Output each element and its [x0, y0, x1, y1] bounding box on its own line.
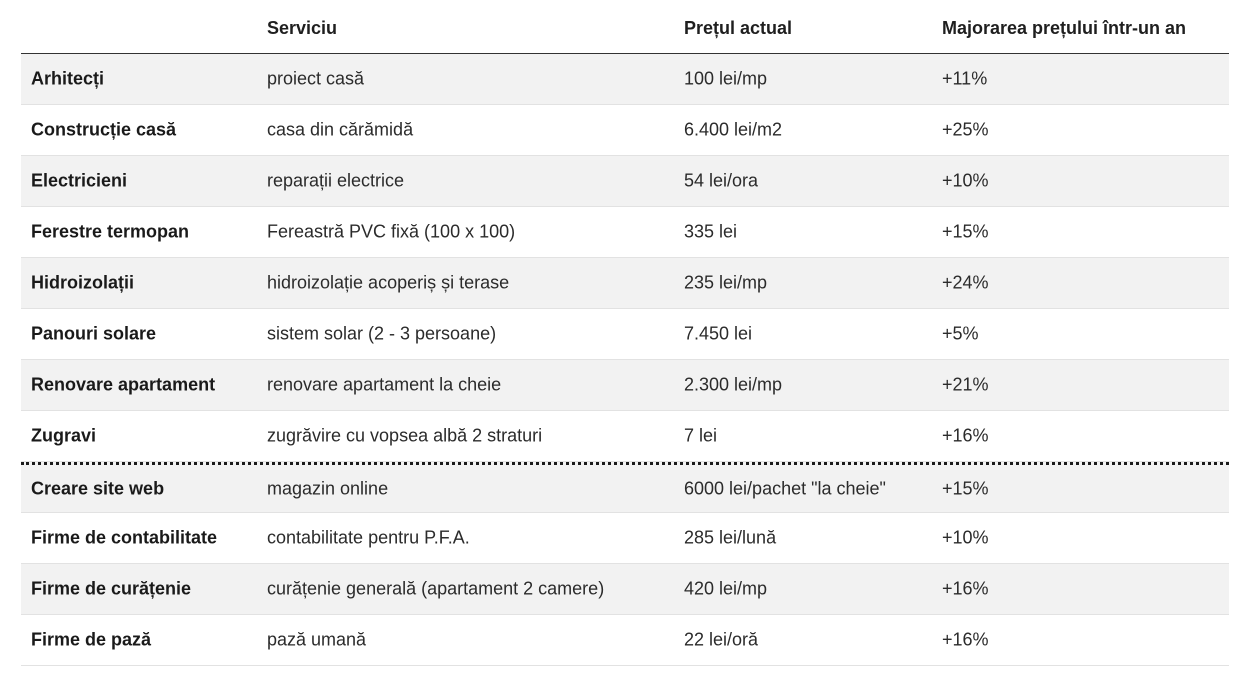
header-pretul-actual: Prețul actual: [684, 18, 793, 38]
header-serviciu: Serviciu: [267, 18, 338, 38]
row-increase: +10%: [942, 170, 989, 191]
row-price: 6000 lei/pachet "la cheie": [684, 478, 886, 498]
row-increase: +5%: [942, 323, 979, 344]
table-row: [21, 462, 1229, 513]
table-row: [21, 360, 1229, 411]
row-service: magazin online: [267, 478, 389, 498]
row-service: zugrăvire cu vopsea albă 2 straturi: [267, 425, 543, 446]
row-increase: +11%: [942, 68, 988, 89]
row-price: 420 lei/mp: [684, 578, 768, 599]
row-increase: +16%: [942, 425, 989, 446]
row-increase: +25%: [942, 119, 989, 140]
row-price: 6.400 lei/m2: [684, 119, 783, 140]
row-price: 7.450 lei: [684, 323, 753, 344]
row-service: hidroizolație acoperiș și terase: [267, 272, 510, 293]
row-price: 235 lei/mp: [684, 272, 768, 293]
table-row: [21, 258, 1229, 309]
row-category: Ferestre termopan: [31, 221, 190, 242]
row-price: 335 lei: [684, 221, 738, 242]
row-category: Creare site web: [31, 478, 165, 498]
row-category: Firme de contabilitate: [31, 527, 218, 548]
table-header-row: [21, 0, 1229, 54]
row-increase: +15%: [942, 478, 989, 498]
row-category: Construcție casă: [31, 119, 177, 140]
row-increase: +24%: [942, 272, 989, 293]
row-service: casa din cărămidă: [267, 119, 414, 140]
table-row: [21, 54, 1229, 105]
row-price: 7 lei: [684, 425, 718, 446]
row-price: 22 lei/oră: [684, 629, 759, 650]
row-service: contabilitate pentru P.F.A.: [267, 527, 470, 548]
row-service: Fereastră PVC fixă (100 x 100): [267, 221, 516, 242]
price-table: [21, 0, 1229, 666]
row-service: curățenie generală (apartament 2 camere): [267, 578, 605, 599]
table-row: [21, 309, 1229, 360]
row-increase: +10%: [942, 527, 989, 548]
table-row: [21, 156, 1229, 207]
row-category: Renovare apartament: [31, 374, 216, 395]
row-category: Firme de curățenie: [31, 578, 192, 599]
row-service: pază umană: [267, 629, 367, 650]
row-category: Firme de pază: [31, 629, 152, 650]
header-majorarea-pretului: Majorarea prețului într-un an: [942, 18, 1187, 38]
row-service: reparații electrice: [267, 170, 405, 191]
row-increase: +16%: [942, 629, 989, 650]
table-row: [21, 411, 1229, 462]
row-price: 100 lei/mp: [684, 68, 768, 89]
row-price: 285 lei/lună: [684, 527, 777, 548]
row-increase: +15%: [942, 221, 989, 242]
row-increase: +16%: [942, 578, 989, 599]
row-category: Hidroizolații: [31, 272, 134, 293]
row-category: Zugravi: [31, 425, 97, 446]
table-row: [21, 513, 1229, 564]
row-price: 2.300 lei/mp: [684, 374, 783, 395]
row-increase: +21%: [942, 374, 989, 395]
row-service: sistem solar (2 - 3 persoane): [267, 323, 497, 344]
row-service: renovare apartament la cheie: [267, 374, 502, 395]
row-service: proiect casă: [267, 68, 365, 89]
table-row: [21, 615, 1229, 666]
table-row: [21, 105, 1229, 156]
table-row: [21, 564, 1229, 615]
row-category: Electricieni: [31, 170, 128, 191]
row-price: 54 lei/ora: [684, 170, 759, 191]
row-category: Panouri solare: [31, 323, 157, 344]
table-row: [21, 207, 1229, 258]
row-category: Arhitecți: [31, 68, 105, 89]
